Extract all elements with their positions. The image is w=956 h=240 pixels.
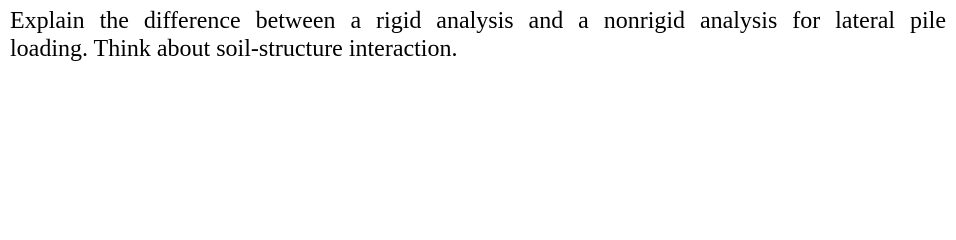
question-line-2: loading. Think about soil-structure interaction. (10, 36, 458, 62)
question-line-1: Explain the difference between a rigid analysis and a nonrigid analysis for lateral pile (10, 8, 946, 34)
question-text (10, 7, 946, 63)
